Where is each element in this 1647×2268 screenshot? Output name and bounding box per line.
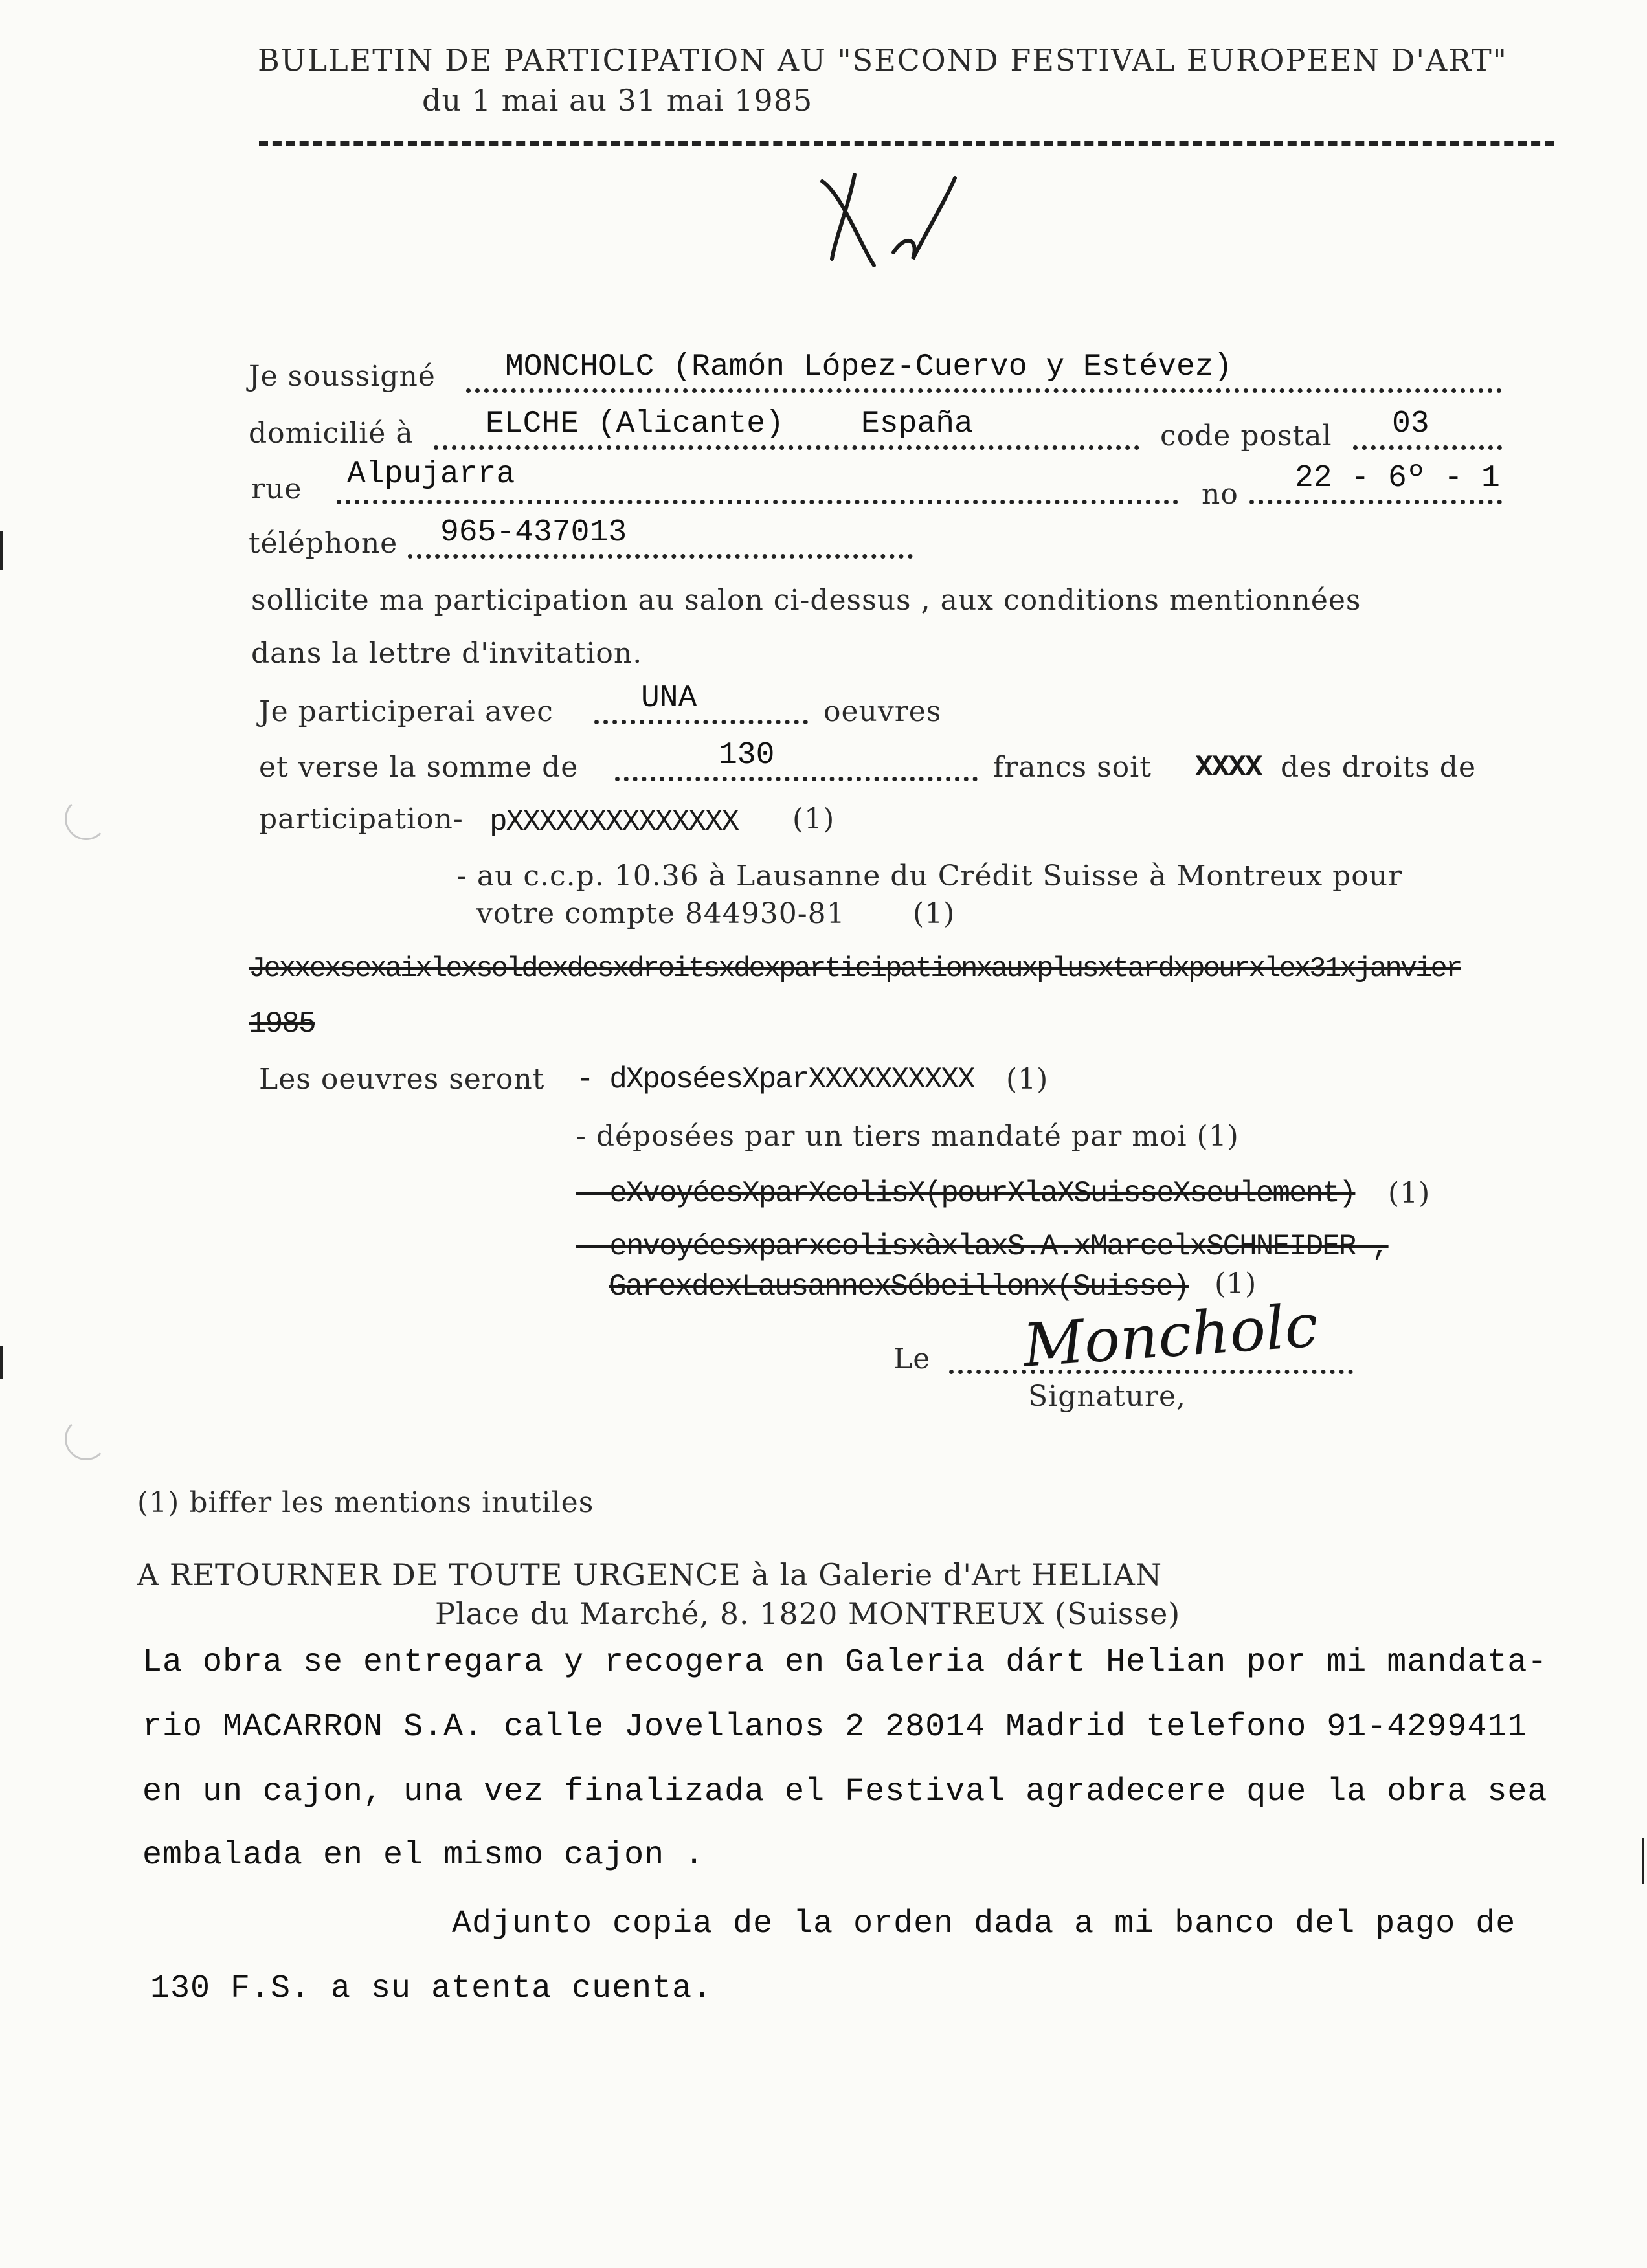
ccp-line2: votre compte 844930-81 [476,897,846,930]
somme-after: francs soit [993,751,1152,784]
struck-line2: 1985 [249,1007,315,1041]
soussigne-dots [466,388,1502,393]
participerai-value: UNA [641,681,697,716]
edge-mark [0,1346,3,1379]
somme-before: et verse la somme de [259,751,579,784]
rue-dots [337,500,1178,504]
handwritten-mark [816,168,971,278]
ccp-note: (1) [913,897,956,930]
telephone-dots [408,554,913,559]
no-value: 22 - 6º - 1 [1295,461,1500,496]
soussigne-value: MONCHOLC (Ramón López-Cuervo y Estévez) [505,350,1233,384]
telephone-label: téléphone [249,527,398,560]
oeuvres-label: Les oeuvres seront [259,1063,545,1096]
return-line1: A RETOURNER DE TOUTE URGENCE à la Galerie d'Art HELIAN [137,1557,1163,1592]
domicile-dots [434,445,1139,450]
footnote: (1) biffer les mentions inutiles [137,1486,594,1519]
edge-mark [1642,1838,1644,1884]
typed-note-line2: rio MACARRON S.A. calle Jovellanos 2 28014 Madrid telefono 91-4299411 [142,1709,1528,1746]
rue-label: rue [251,472,302,506]
header-divider [259,141,1554,146]
option4-note: (1) [1215,1267,1257,1300]
typed-note-line4: embalada en el mismo cajon . [142,1837,705,1874]
option1-crossed-out: - dXposéesXparXXXXXXXXXX [576,1063,974,1096]
le-label: Le [893,1342,931,1375]
telephone-value: 965-437013 [440,515,627,550]
ccp-line1: - au c.c.p. 10.36 à Lausanne du Crédit Suisse à Montreux pour [457,860,1403,893]
code-postal-label: code postal [1160,419,1332,452]
sollicite-line2: dans la lettre d'invitation. [251,637,643,670]
droits-text: des droits de [1281,751,1476,784]
punch-hole-mark [65,797,107,840]
code-postal-dots [1353,445,1502,450]
typed-note-line6: 130 F.S. a su atenta cuenta. [150,1970,713,2007]
option4-line1-crossed-out: - envoyéesxparxcolisxàxlaxS.A.xMarcelxSCHNEIDER , [576,1230,1389,1263]
option3-note: (1) [1388,1177,1431,1210]
option3-crossed-out: - eXvoyéesXparXcolisX(pourXlaXSuisseXseulement) [576,1177,1356,1210]
struck-line1: Jexxexsexaixlexsoldexdesxdroitsxdexparticipationxauxplusxtardxpourxlex31xjanvier [249,953,1461,985]
somme-crossed-out: XXXX [1195,751,1262,784]
participation-note: (1) [792,803,835,836]
typed-note-line3: en un cajon, una vez finalizada el Festival agradecere que la obra sea [142,1773,1548,1810]
participerai-after: oeuvres [824,695,942,728]
document-title: BULLETIN DE PARTICIPATION AU "SECOND FESTIVAL EUROPEEN D'ART" [258,43,1508,78]
participerai-dots [594,720,808,724]
sollicite-line1: sollicite ma participation au salon ci-dessus , aux conditions mentionnées [251,584,1361,617]
return-line2: Place du Marché, 8. 1820 MONTREUX (Suisse) [435,1596,1181,1631]
code-postal-value: 03 [1392,406,1429,441]
participation-crossed-out: pXXXXXXXXXXXXXX [489,805,739,839]
soussigne-label: Je soussigné [249,360,436,393]
participerai-before: Je participerai avec [259,695,554,728]
somme-value: 130 [719,738,775,773]
option4-line2-crossed-out: GarexdexLausannexSébeillonx(Suisse) [609,1270,1189,1304]
handwritten-signature: Moncholc [1020,1291,1321,1381]
typed-note-line5: Adjunto copia de la orden dada a mi banco del pago de [452,1906,1516,1942]
signature-label: Signature, [1028,1380,1187,1413]
festival-dates: du 1 mai au 31 mai 1985 [422,83,813,118]
domicile-country: España [861,406,973,441]
option1-note: (1) [1006,1063,1049,1096]
domicile-city: ELCHE (Alicante) [486,406,784,441]
rue-value: Alpujarra [347,457,515,492]
typed-note-line1: La obra se entregara y recogera en Galeria dárt Helian por mi mandata- [142,1644,1548,1681]
option2: - déposées par un tiers mandaté par moi (1) [576,1120,1239,1153]
edge-mark [0,531,3,570]
no-label: no [1202,478,1238,511]
domicile-label: domicilié à [249,417,414,450]
somme-dots [615,777,978,781]
punch-hole-mark [65,1418,107,1460]
no-dots [1249,500,1502,504]
participation-label: participation- [259,803,464,836]
